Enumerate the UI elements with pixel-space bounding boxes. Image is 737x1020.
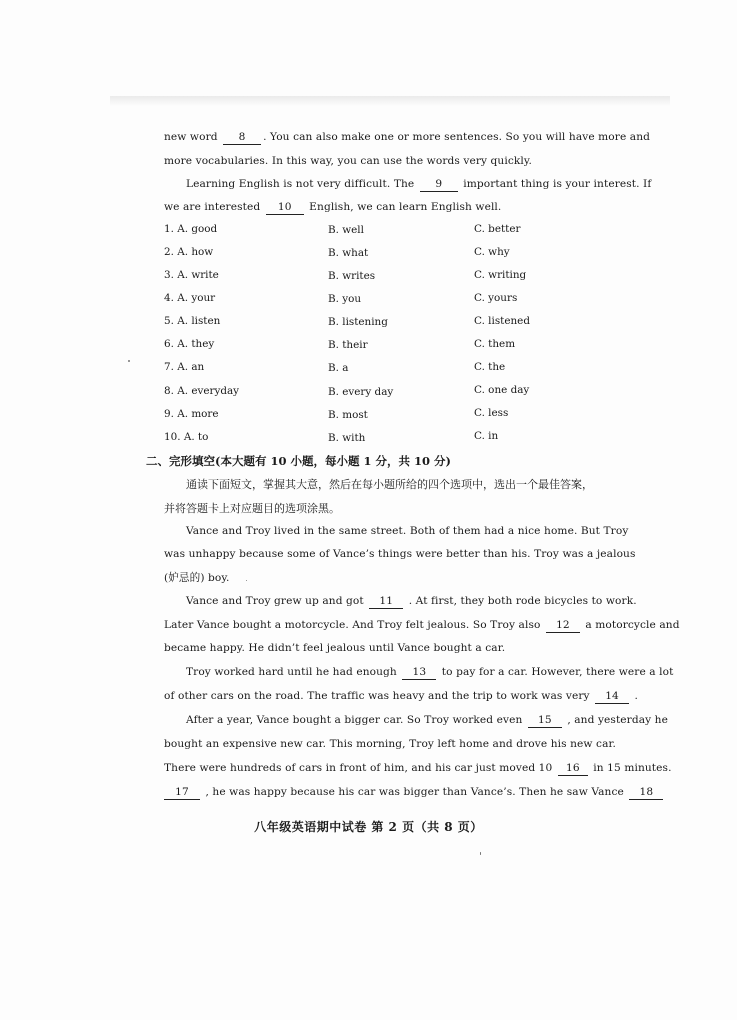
option-1a: 1. A. good [164,223,218,235]
page-footer: 八年级英语期中试卷 第 2 页（共 8 页） [254,820,483,834]
blank-13: 13 [402,665,436,680]
option-6b: B. their [328,339,368,351]
option-6a: 6. A. they [164,338,215,350]
option-3a: 3. A. write [164,269,219,281]
instruction-line1: 通读下面短文，掌握其大意，然后在每小题所给的四个选项中，选出一个最佳答案， [186,478,593,491]
blank-17: 17 [164,785,200,800]
option-4b: B. you [328,293,362,305]
passage2-p2-line1 [186,594,637,609]
text: of other cars on the road. The traffic was heavy and the trip to work was very [164,690,594,702]
scan-speck [128,360,130,362]
blank-15: 15 [528,713,562,728]
option-7a: 7. A. an [164,361,205,373]
option-5b: B. listening [328,316,388,328]
passage2-p4-line2: bought an expensive new car. This morning, Troy left home and drove his new car. [164,738,616,750]
passage2-p2-line3: became happy. He didn’t feel jealous until Vance bought a car. [164,642,506,654]
option-5a: 5. A. listen [164,315,221,327]
option-8c: C. one day [474,384,530,396]
text: new word [164,131,222,143]
option-9b: B. most [328,409,368,421]
section-title: 二、完形填空(本大题有 10 小题，每小题 1 分，共 10 分) [146,454,451,468]
option-3c: C. writing [474,269,527,281]
option-10a: 10. A. to [164,431,209,443]
passage2-p4-line4 [164,785,665,800]
option-8b: B. every day [328,386,394,398]
text: After a year, Vance bought a bigger car. So Troy worked even [186,714,526,726]
passage1-line4 [164,200,501,215]
option-6c: C. them [474,338,516,350]
text: . [631,690,638,702]
passage1-line2: more vocabularies. In this way, you can use the words very quickly. [164,155,533,167]
passage2-p3-line1 [186,665,673,680]
option-7c: C. the [474,361,506,373]
text: in 15 minutes. [589,762,672,774]
text: we are interested [164,201,264,213]
option-7b: B. a [328,362,349,374]
text: important thing is your interest. If [459,178,652,190]
option-10b: B. with [328,432,366,444]
option-2a: 2. A. how [164,246,214,258]
option-4a: 4. A. your [164,292,216,304]
blank-12: 12 [546,618,580,633]
option-1c: C. better [474,223,521,235]
text: a motorcycle and [581,619,680,631]
passage2-p1-line1: Vance and Troy lived in the same street. Both of them had a nice home. But Troy [186,525,629,537]
text: , and yesterday he [563,714,668,726]
blank-16: 16 [558,761,588,776]
option-2c: C. why [474,246,510,258]
scan-shadow [110,96,670,106]
text: English, we can learn English well. [305,201,502,213]
text: . You can also make one or more sentences. So you will have more and [263,131,650,143]
passage1-line3 [186,177,651,192]
scan-speck [480,852,481,855]
option-8a: 8. A. everyday [164,385,240,397]
passage2-p3-line2 [164,689,638,704]
text: Learning English is not very difficult. The [186,178,418,190]
text: Vance and Troy grew up and got [186,595,368,607]
option-9a: 9. A. more [164,408,219,420]
blank-10: 10 [266,200,304,215]
option-3b: B. writes [328,270,376,282]
option-1b: B. well [328,224,364,236]
blank-11: 11 [369,594,403,609]
text: . At first, they both rode bicycles to work. [405,595,637,607]
blank-9: 9 [420,177,458,192]
passage2-p4-line1 [186,713,668,728]
scan-speck [246,580,247,581]
option-4c: C. yours [474,292,518,304]
text: Troy worked hard until he had enough [186,666,401,678]
blank-14: 14 [595,689,629,704]
option-5c: C. listened [474,315,530,327]
option-10c: C. in [474,430,499,442]
passage1-line1 [164,130,650,145]
instruction-line2: 并将答题卡上对应题目的选项涂黑。 [164,502,340,515]
passage2-p1-line3: (妒忌的) boy. [164,572,230,584]
blank-18: 18 [629,785,663,800]
text: There were hundreds of cars in front of him, and his car just moved 10 [164,762,556,774]
passage2-p2-line2 [164,618,680,633]
blank-8: 8 [223,130,261,145]
passage2-p1-line2: was unhappy because some of Vance’s things were better than his. Troy was a jealous [164,548,636,560]
option-2b: B. what [328,247,369,259]
text: , he was happy because his car was bigger than Vance’s. Then he saw Vance [202,786,628,798]
text: Later Vance bought a motorcycle. And Troy felt jealous. So Troy also [164,619,544,631]
passage2-p4-line3 [164,761,672,776]
option-9c: C. less [474,407,509,419]
text: to pay for a car. However, there were a lot [438,666,674,678]
